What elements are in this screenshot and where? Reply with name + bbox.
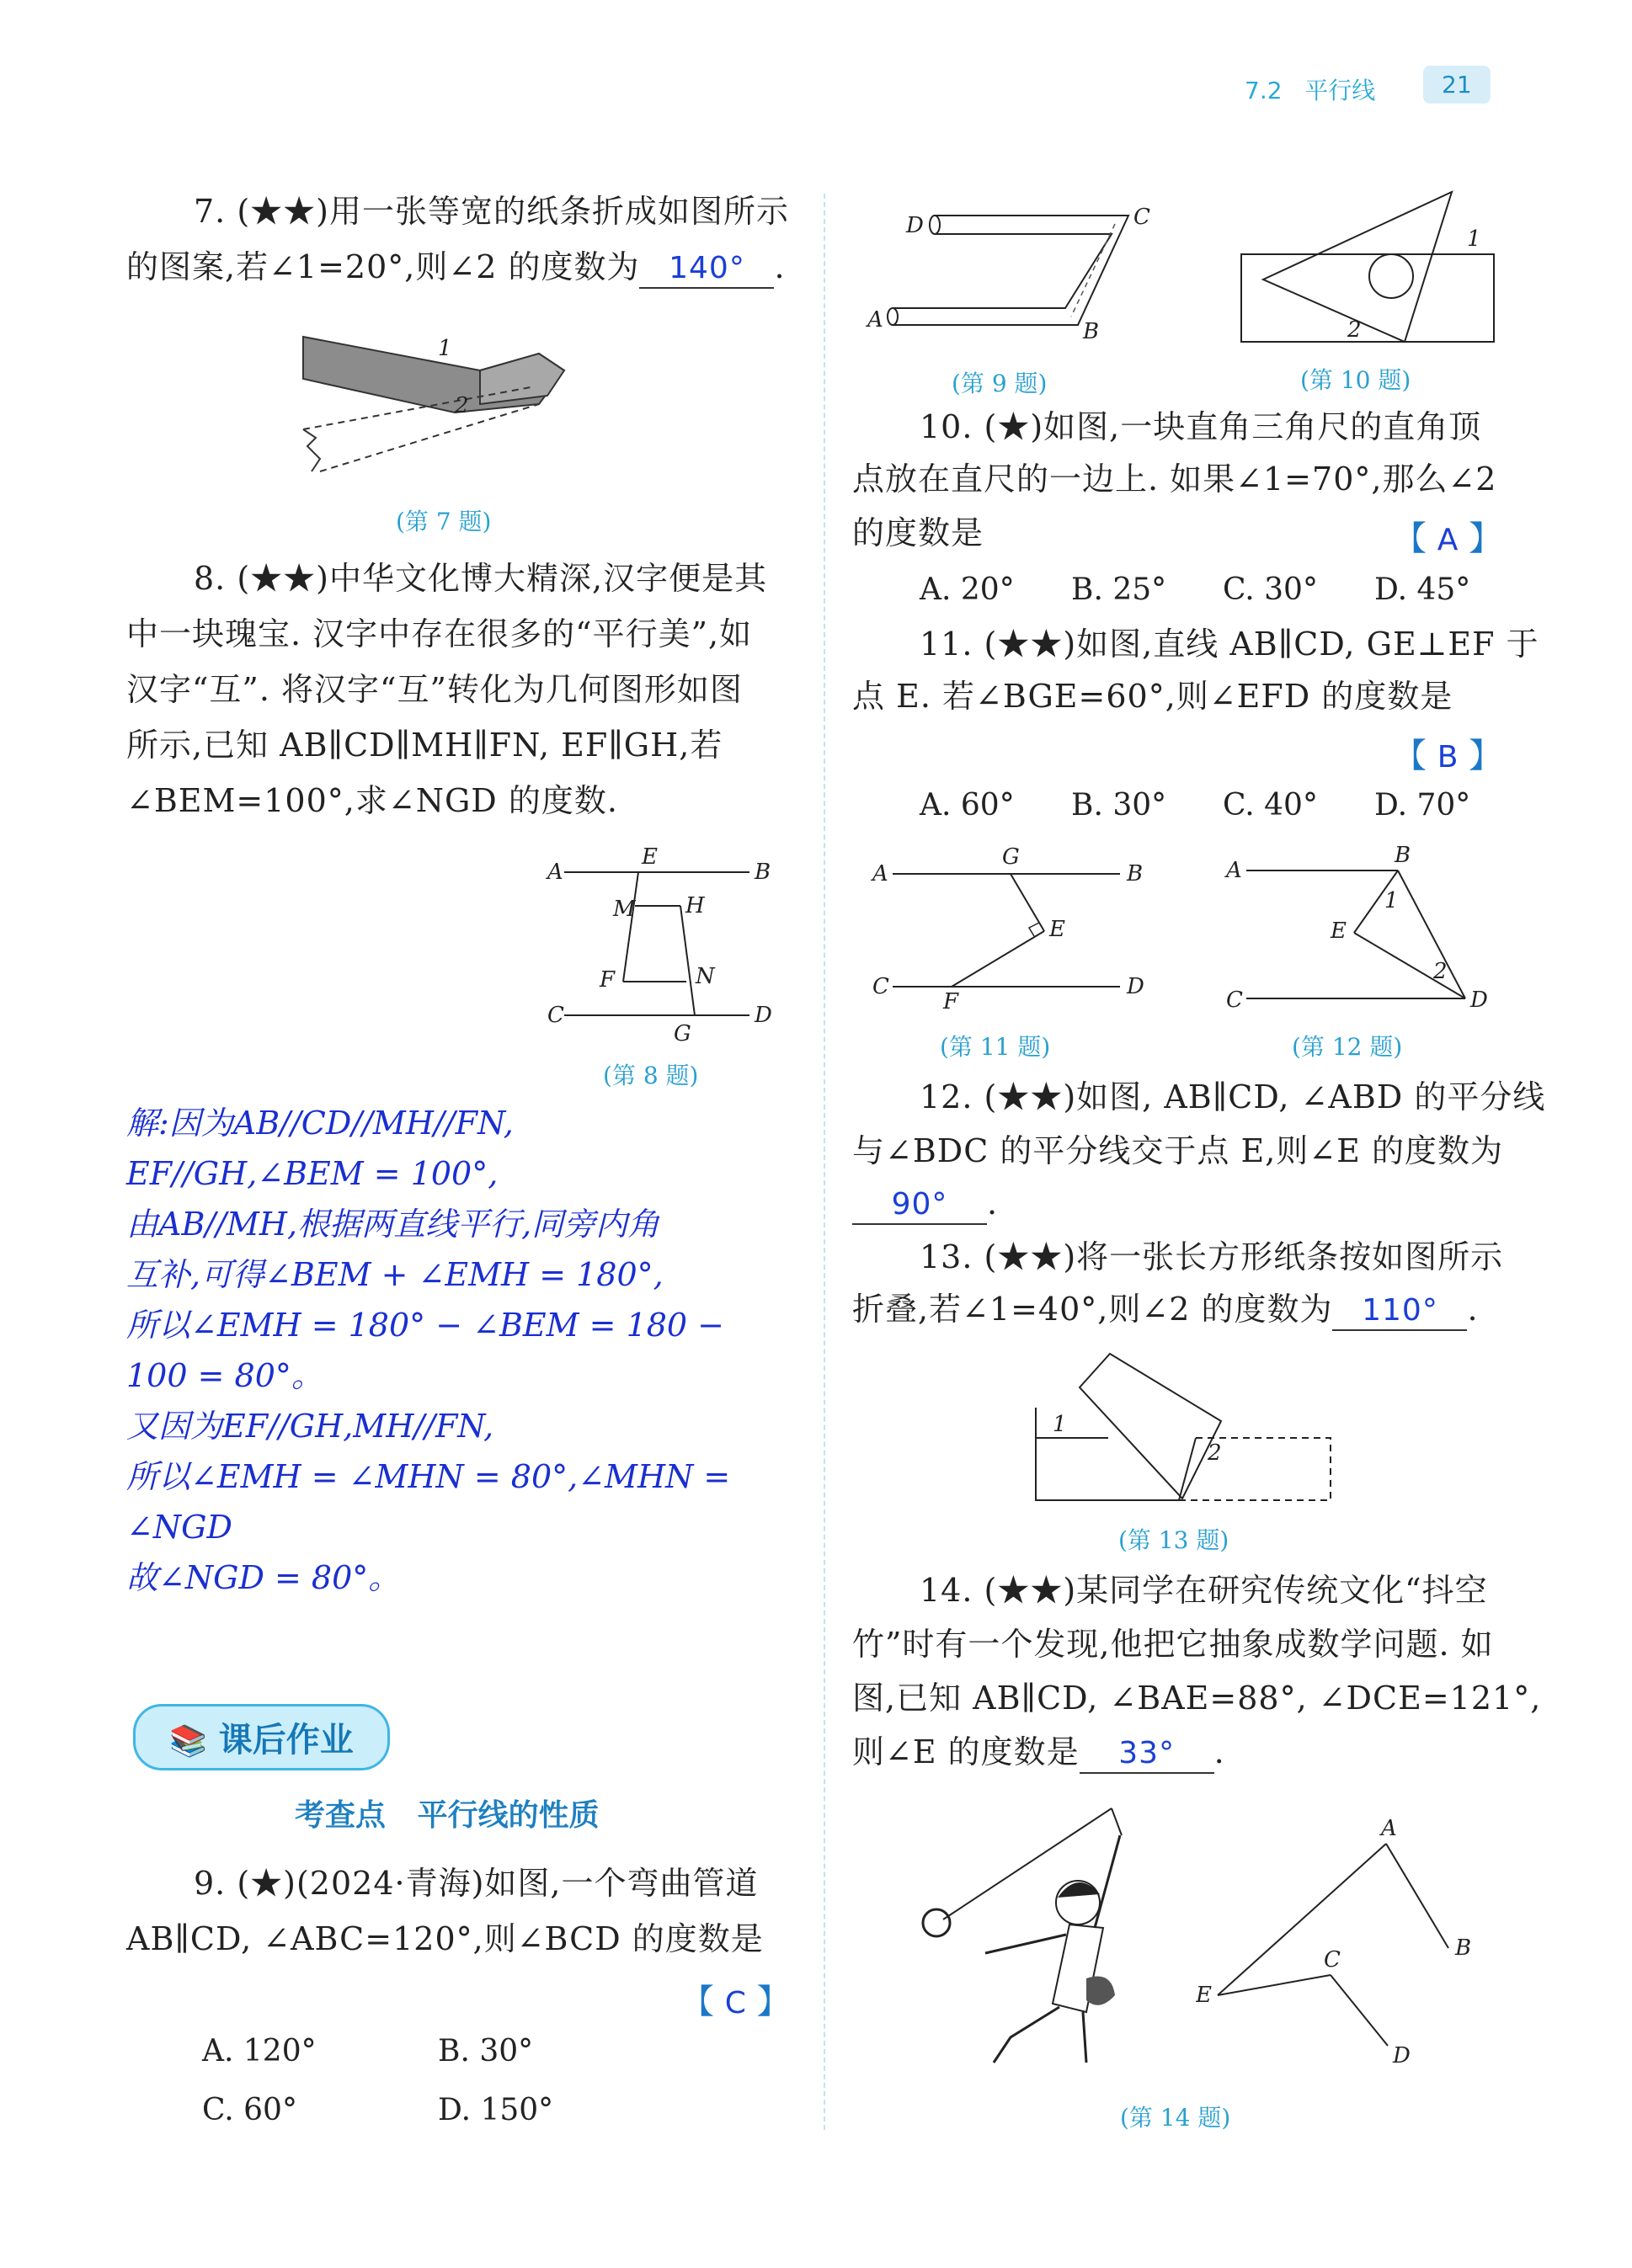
q13-figure: [1027, 1347, 1347, 1524]
q14-figure-leg-left: [994, 2007, 1059, 2063]
q9-option-a: A. 120°: [202, 2034, 317, 2068]
q10-option-d: D. 45°: [1374, 572, 1471, 607]
q13-post: .: [1467, 1291, 1479, 1328]
q9-label-a: A: [867, 307, 883, 333]
q8-label-d: D: [755, 1003, 772, 1028]
q11-answer-bracket: 【 B 】: [1393, 737, 1503, 775]
homework-section-title: 考查点 平行线的性质: [295, 1798, 600, 1833]
q7-torn-edge: [303, 429, 320, 471]
q10-answer: A: [1437, 523, 1459, 557]
q7-label-2: 1: [438, 336, 452, 361]
q11-line1: 11. (★★)如图,直线 AB∥CD, GE⊥EF 于: [920, 626, 1539, 663]
solution-line-4: 互补,可得∠BEM + ∠EMH = 180°,: [126, 1256, 664, 1293]
q14-line3: 图,已知 AB∥CD, ∠BAE=88°, ∠DCE=121°,: [852, 1680, 1542, 1717]
q9-pipe-end-d: [930, 216, 940, 234]
q11-segment-ge: [1011, 874, 1044, 931]
q10-line3: 的度数是: [852, 514, 984, 551]
page-number: 21: [1423, 66, 1491, 104]
solution-line-6: 100 = 80°。: [126, 1357, 323, 1394]
q9-caption: (第 9 题): [952, 370, 1048, 397]
q10-line2: 点放在直尺的一边上. 如果∠1=70°,那么∠2: [852, 461, 1497, 498]
q9-label-c: C: [1133, 205, 1150, 230]
q8-label-n: N: [696, 964, 715, 989]
q9-line2: AB∥CD, ∠ABC=120°,则∠BCD 的度数是: [126, 1920, 764, 1957]
q14-answer-blank: [1080, 1733, 1214, 1774]
q8-line1: 8. (★★)中华文化博大精深,汉字便是其: [194, 560, 768, 597]
q8-segment-hg: [680, 906, 695, 1015]
q14-line4: [852, 1724, 1225, 1780]
q14-label-b: B: [1455, 1935, 1472, 1961]
q10-option-c: C. 30°: [1223, 572, 1318, 607]
q14-diabolo-illustration: [909, 1785, 1179, 2088]
q7-line2: [126, 239, 786, 295]
q8-line5: ∠BEM=100°,求∠NGD 的度数.: [126, 782, 618, 819]
q10-triangle-hole: [1369, 254, 1413, 298]
q9-label-d: D: [906, 213, 924, 238]
q7-line2-text: 的图案,若∠1=20°,则∠2 的度数为: [126, 248, 640, 285]
q11-option-b: B. 30°: [1071, 788, 1167, 823]
q12-label-1: 1: [1384, 888, 1399, 913]
q7-line2-post: .: [774, 248, 786, 285]
q11-figure: [867, 842, 1171, 1036]
q14-diabolo: [923, 1909, 950, 1936]
q14-line4-text: 则∠E 的度数是: [852, 1733, 1080, 1770]
q10-label-1: 1: [1467, 226, 1481, 252]
header-section-number: 7.2: [1245, 77, 1283, 104]
q14-segment-ae: [1218, 1844, 1386, 1995]
q14-segment-ab: [1386, 1844, 1448, 1948]
q10-caption: (第 10 题): [1300, 366, 1411, 394]
q12-line1: 12. (★★)如图, AB∥CD, ∠ABD 的平分线: [920, 1078, 1546, 1115]
q12-line2: 与∠BDC 的平分线交于点 E,则∠E 的度数为: [852, 1132, 1503, 1169]
q8-segment-ef: [623, 872, 638, 982]
column-divider: [824, 194, 825, 2130]
homework-badge: [133, 1704, 390, 1770]
q14-figure-arm-left: [985, 1935, 1066, 1953]
q9-line1: 9. (★)(2024·青海)如图,一个弯曲管道: [194, 1865, 759, 1902]
q12-answer: 90°: [891, 1187, 948, 1222]
q8-line4: 所示,已知 AB∥CD∥MH∥FN, EF∥GH,若: [126, 727, 723, 764]
q7-figure: [286, 311, 573, 505]
q12-label-d: D: [1470, 988, 1488, 1013]
q10-answer-bracket: 【 A 】: [1393, 519, 1503, 558]
q7-answer-blank: [639, 248, 774, 289]
q14-line2: 竹”时有一个发现,他把它抽象成数学问题. 如: [852, 1626, 1494, 1663]
q14-segment-ec: [1218, 1975, 1331, 1995]
q9-label-b: B: [1083, 319, 1100, 344]
q14-string-right: [1112, 1808, 1122, 1835]
q7-dashed-line-2: [320, 404, 539, 471]
q11-answer: B: [1437, 740, 1459, 775]
q7-label-1: 2: [455, 393, 469, 418]
q13-line2-text: 折叠,若∠1=40°,则∠2 的度数为: [852, 1291, 1333, 1328]
q8-label-m: M: [613, 897, 636, 922]
solution-line-2: EF//GH,∠BEM = 100°,: [126, 1155, 499, 1192]
q11-line2: 点 E. 若∠BGE=60°,则∠EFD 的度数是: [852, 678, 1453, 715]
q12-post: .: [987, 1185, 999, 1222]
q11-label-g: G: [1002, 844, 1020, 870]
q13-strip-dashed: [1179, 1438, 1331, 1500]
q13-line2: [852, 1281, 1479, 1337]
q13-label-1: 1: [1053, 1412, 1067, 1437]
q12-label-a: A: [1226, 858, 1242, 883]
q14-answer: 33°: [1118, 1736, 1176, 1770]
q11-option-c: C. 40°: [1223, 788, 1318, 823]
q11-label-b: B: [1127, 861, 1144, 886]
q14-label-e: E: [1196, 1983, 1212, 2008]
q8-label-h: H: [685, 893, 705, 918]
q8-label-f: F: [600, 967, 616, 993]
q10-figure: [1229, 185, 1507, 354]
q7-strip-right: [480, 354, 564, 404]
solution-line-1: 解:因为AB//CD//MH//FN,: [126, 1105, 514, 1142]
q8-caption: (第 8 题): [603, 1062, 699, 1089]
q7-caption: (第 7 题): [396, 508, 492, 535]
book-icon: 📚: [169, 1724, 207, 1759]
q7-answer: 140°: [669, 251, 745, 285]
q10-option-b: B. 25°: [1071, 572, 1167, 607]
q12-answer-blank: [852, 1185, 987, 1225]
q8-solution: [126, 1098, 730, 1603]
q12-label-2: 2: [1433, 959, 1448, 984]
q8-line3: 汉字“互”. 将汉字“互”转化为几何图形如图: [126, 671, 743, 708]
solution-line-3: 由AB//MH,根据两直线平行,同旁内角: [126, 1206, 660, 1243]
q11-label-d: D: [1127, 974, 1144, 999]
q13-line1: 13. (★★)将一张长方形纸条按如图所示: [920, 1238, 1504, 1275]
q14-segment-cd: [1331, 1975, 1388, 2046]
q11-segment-ef: [952, 931, 1044, 987]
q14-figure-ornament: [1086, 1977, 1115, 2005]
homework-badge-label: 课后作业: [218, 1721, 354, 1760]
q9-answer-bracket: 【 C 】: [680, 1983, 791, 2021]
q11-option-d: D. 70°: [1374, 788, 1471, 823]
q10-ruler: [1241, 254, 1494, 342]
solution-line-10: 故∠NGD = 80°。: [126, 1559, 401, 1596]
q14-figure: [1196, 1810, 1474, 2079]
q12-label-e: E: [1331, 918, 1347, 944]
q13-folded-part: [1080, 1354, 1221, 1499]
q14-figure-arm-right: [1095, 1835, 1120, 1928]
q14-caption: (第 14 题): [1120, 2104, 1231, 2132]
q13-answer: 110°: [1362, 1293, 1438, 1328]
q11-caption: (第 11 题): [940, 1033, 1051, 1061]
q8-label-a: A: [547, 860, 563, 885]
q14-figure-leg-right: [1083, 2012, 1086, 2063]
q11-option-a: A. 60°: [920, 788, 1015, 823]
q13-label-2: 2: [1208, 1440, 1222, 1466]
q11-label-a: A: [872, 861, 888, 886]
q14-label-c: C: [1324, 1947, 1341, 1973]
solution-line-5: 所以∠EMH = 180° − ∠BEM = 180 −: [126, 1307, 725, 1344]
q12-line3: [852, 1175, 998, 1231]
q12-figure: [1213, 842, 1516, 1027]
q9-option-b: B. 30°: [438, 2034, 534, 2068]
q14-label-d: D: [1393, 2043, 1411, 2068]
q11-label-e: E: [1049, 917, 1065, 942]
solution-line-9: ∠NGD: [126, 1509, 232, 1546]
q14-label-a: A: [1381, 1816, 1397, 1841]
q11-label-c: C: [872, 974, 889, 999]
q8-figure: [539, 842, 792, 1044]
q10-label-2: 2: [1347, 317, 1362, 343]
q13-answer-blank: [1332, 1291, 1467, 1331]
q14-post: .: [1213, 1733, 1225, 1770]
q9-figure: [859, 199, 1196, 350]
q8-label-c: C: [547, 1003, 564, 1028]
header-section: [1245, 72, 1375, 106]
q11-label-f: F: [943, 989, 959, 1014]
q7-line1: 7. (★★)用一张等宽的纸条折成如图所示: [194, 193, 789, 230]
q12-label-c: C: [1226, 988, 1243, 1013]
q8-label-g: G: [674, 1021, 691, 1044]
solution-line-7: 又因为EF//GH,MH//FN,: [126, 1408, 494, 1445]
q12-caption: (第 12 题): [1292, 1033, 1403, 1061]
q8-label-b: B: [755, 860, 771, 885]
header-title: 平行线: [1304, 77, 1376, 104]
q8-line2: 中一块瑰宝. 汉字中存在很多的“平行美”,如: [126, 615, 753, 652]
q10-line1: 10. (★)如图,一块直角三角尺的直角顶: [920, 408, 1482, 445]
q9-pipe-inner: [893, 234, 1112, 308]
q13-caption: (第 13 题): [1118, 1526, 1229, 1554]
q9-option-d: D. 150°: [438, 2093, 554, 2127]
q9-pipe-end-a: [888, 308, 898, 325]
solution-line-8: 所以∠EMH = ∠MHN = 80°,∠MHN =: [126, 1458, 731, 1495]
q12-label-b: B: [1395, 843, 1411, 868]
q8-label-e: E: [642, 844, 658, 870]
q9-answer: C: [724, 1986, 746, 2020]
q14-line1: 14. (★★)某同学在研究传统文化“抖空: [920, 1572, 1488, 1609]
q9-option-c: C. 60°: [202, 2093, 297, 2127]
q10-option-a: A. 20°: [920, 572, 1015, 607]
